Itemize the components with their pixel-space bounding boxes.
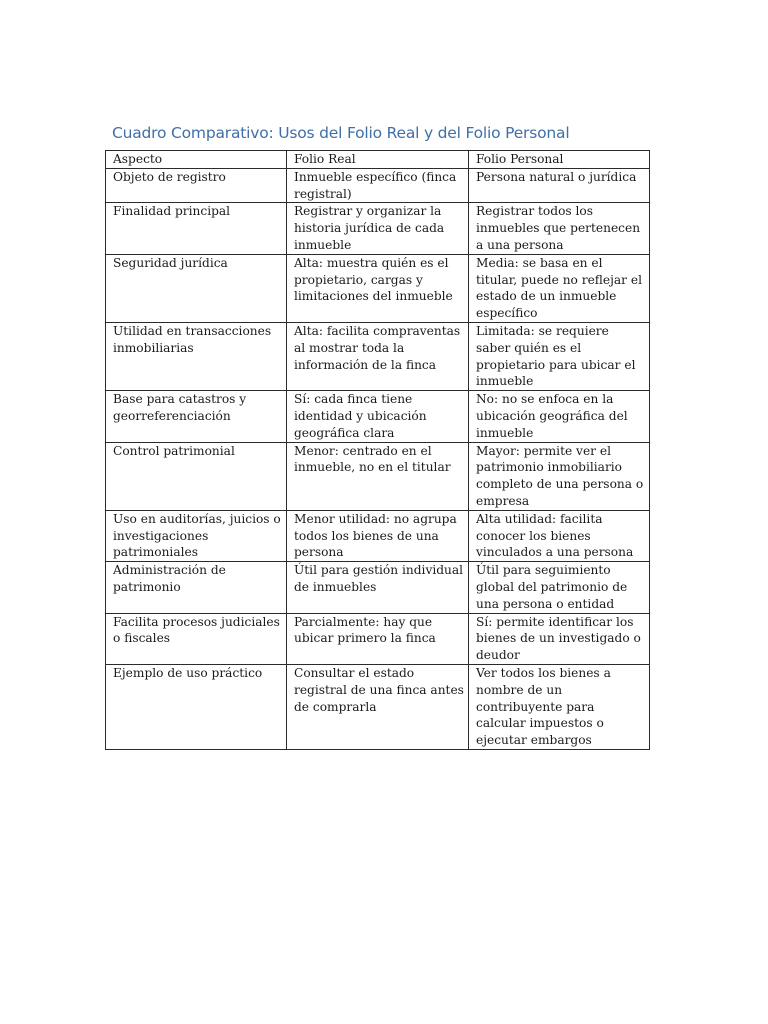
table-cell: Media: se basa en el titular, puede no reflejar el estado de un inmueble específico bbox=[469, 254, 650, 322]
table-cell: Finalidad principal bbox=[106, 203, 287, 254]
table-cell: Menor utilidad: no agrupa todos los bienes de una persona bbox=[287, 510, 469, 561]
header-folio-real: Folio Real bbox=[287, 151, 469, 169]
table-cell: Base para catastros y georreferenciación bbox=[106, 391, 287, 442]
table-cell: Alta utilidad: facilita conocer los bienes vinculados a una persona bbox=[469, 510, 650, 561]
table-cell: Consultar el estado registral de una finca antes de comprarla bbox=[287, 664, 469, 749]
table-cell: No: no se enfoca en la ubicación geográfica del inmueble bbox=[469, 391, 650, 442]
table-row bbox=[106, 510, 650, 561]
table-cell: Limitada: se requiere saber quién es el propietario para ubicar el inmueble bbox=[469, 322, 650, 390]
table-row bbox=[106, 203, 650, 254]
table-cell: Registrar todos los inmuebles que pertenecen a una persona bbox=[469, 203, 650, 254]
table-cell: Menor: centrado en el inmueble, no en el titular bbox=[287, 442, 469, 510]
table-cell: Útil para seguimiento global del patrimonio de una persona o entidad bbox=[469, 562, 650, 613]
table-cell: Facilita procesos judiciales o fiscales bbox=[106, 613, 287, 664]
table-row bbox=[106, 254, 650, 322]
table-row bbox=[106, 442, 650, 510]
table-row bbox=[106, 562, 650, 613]
table-cell: Útil para gestión individual de inmuebles bbox=[287, 562, 469, 613]
table-header-row bbox=[106, 151, 650, 169]
table-cell: Objeto de registro bbox=[106, 168, 287, 203]
table-row bbox=[106, 322, 650, 390]
table-cell: Persona natural o jurídica bbox=[469, 168, 650, 203]
table-cell: Ver todos los bienes a nombre de un contribuyente para calcular impuestos o ejecutar embargos bbox=[469, 664, 650, 749]
table-cell: Seguridad jurídica bbox=[106, 254, 287, 322]
table-cell: Sí: cada finca tiene identidad y ubicación geográfica clara bbox=[287, 391, 469, 442]
header-aspecto: Aspecto bbox=[106, 151, 287, 169]
table-cell: Alta: muestra quién es el propietario, cargas y limitaciones del inmueble bbox=[287, 254, 469, 322]
table-cell: Sí: permite identificar los bienes de un investigado o deudor bbox=[469, 613, 650, 664]
document-title: Cuadro Comparativo: Usos del Folio Real y del Folio Personal bbox=[112, 124, 570, 142]
table-cell: Parcialmente: hay que ubicar primero la finca bbox=[287, 613, 469, 664]
table-row bbox=[106, 664, 650, 749]
table-cell: Inmueble específico (finca registral) bbox=[287, 168, 469, 203]
table-cell: Utilidad en transacciones inmobiliarias bbox=[106, 322, 287, 390]
table-row bbox=[106, 168, 650, 203]
table-cell: Uso en auditorías, juicios o investigaciones patrimoniales bbox=[106, 510, 287, 561]
table-row bbox=[106, 613, 650, 664]
table-row bbox=[106, 391, 650, 442]
table-cell: Mayor: permite ver el patrimonio inmobiliario completo de una persona o empresa bbox=[469, 442, 650, 510]
header-folio-personal: Folio Personal bbox=[469, 151, 650, 169]
table-cell: Administración de patrimonio bbox=[106, 562, 287, 613]
table-cell: Alta: facilita compraventas al mostrar toda la información de la finca bbox=[287, 322, 469, 390]
table-cell: Control patrimonial bbox=[106, 442, 287, 510]
table-cell: Ejemplo de uso práctico bbox=[106, 664, 287, 749]
table-cell: Registrar y organizar la historia jurídica de cada inmueble bbox=[287, 203, 469, 254]
comparison-table bbox=[105, 150, 650, 750]
